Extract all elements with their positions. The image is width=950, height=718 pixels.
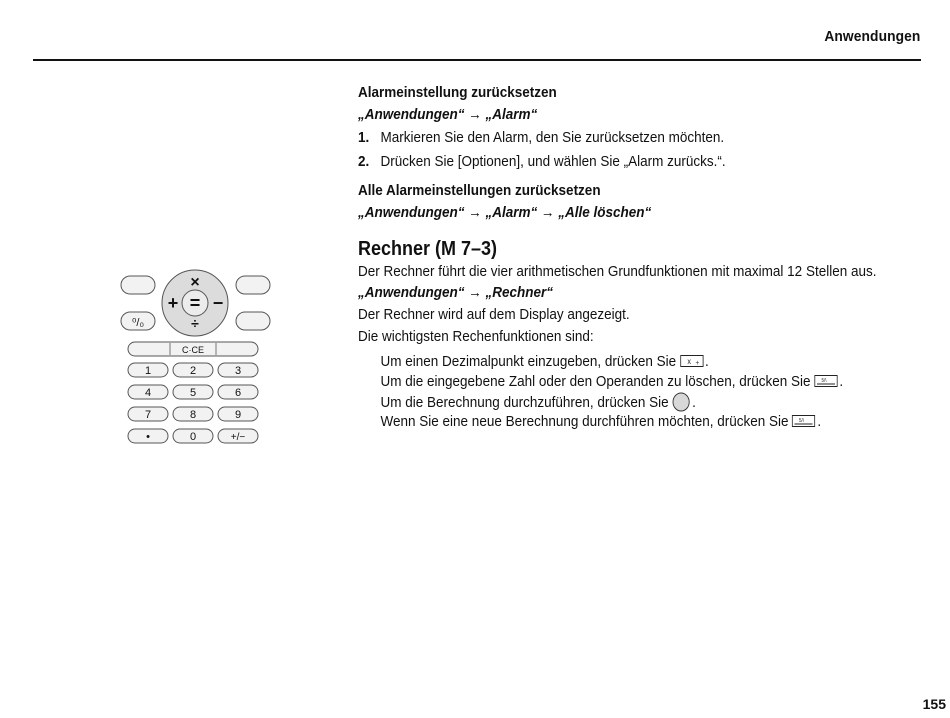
reset-alarm-step-2 [358,150,862,174]
calculator-heading: Rechner (M 7–3) [358,238,498,260]
header-title: Anwendungen [823,28,920,45]
function-text: Um die Berechnung durchzuführen, drücken Sie [380,393,669,411]
clear-softkey-icon [814,375,837,387]
step-number: 2. [358,153,370,170]
keypad-key-label: 3 [234,365,242,377]
function-text: Wenn Sie eine neue Berechnung durchführen möchten, drücken Sie [380,413,789,430]
reset-alarm-path: „Anwendungen“ → „Alarm“ [358,106,538,123]
keypad-key-label: 2 [189,365,197,377]
page-number: 155 [922,696,946,712]
function-item [358,352,862,372]
calculator-functions-intro: Die wichtigsten Rechenfunktionen sind: [358,328,594,345]
keypad-key-label: 8 [189,409,197,421]
star-key-icon [680,355,703,367]
calculator-display-note: Der Rechner wird auf dem Display angezeigt. [358,306,630,323]
reset-alarm-heading: Alarmeinstellung zurücksetzen [358,84,557,101]
keypad-key-label: +/− [230,432,246,443]
function-text: Um einen Dezimalpunkt einzugeben, drücken Sie [380,353,677,370]
keypad-key-label: 1 [144,365,152,377]
nav-center-symbol: = [189,293,201,313]
right-softkey [236,276,270,294]
step-text: Drücken Sie [Optionen], und wählen Sie „Alarm zurücks.“. [380,153,726,170]
keypad-key-label: 7 [144,409,152,421]
header-divider [33,59,921,61]
svg-text:5/\: 5/\ [799,418,805,425]
function-item [358,372,862,392]
side-key-label: ⁰/₀ [131,317,145,329]
reset-all-heading: Alle Alarmeinstellungen zurücksetzen [358,182,601,199]
nav-down-symbol: ÷ [191,315,199,331]
calculator-keypad-illustration [118,266,274,456]
step-number: 1. [358,129,370,146]
keypad-key-label: 0 [189,431,197,443]
function-end: . [839,373,844,390]
keypad-key-label: 5 [189,387,197,399]
clear-softkey-icon [792,415,815,427]
function-text: Um die eingegebene Zahl oder den Operanden zu löschen, drücken Sie [380,373,811,390]
function-item [358,392,862,412]
right-lower-key [236,312,270,330]
function-item [358,412,862,432]
calculator-intro: Der Rechner führt die vier arithmetischen Grundfunktionen mit maximal 12 Stellen aus. [358,263,877,280]
calculator-path: „Anwendungen“ → „Rechner“ [358,284,554,301]
reset-alarm-step-1 [358,126,862,150]
left-softkey [121,276,155,294]
nav-right-symbol: − [212,293,224,313]
keypad-key-label: 4 [144,387,152,399]
svg-text:5/\: 5/\ [821,378,827,385]
nav-up-symbol: × [190,274,200,291]
svg-text:x: x [686,356,691,367]
function-end: . [817,413,822,430]
function-end: . [704,353,709,370]
clear-key-label: C·CE [182,345,204,355]
reset-all-path: „Anwendungen“ → „Alarm“ → „Alle löschen“ [358,204,652,221]
function-end: . [692,393,696,411]
nav-left-symbol: + [167,293,179,313]
svg-text:+: + [695,359,699,368]
keypad-key-label: 9 [234,409,242,421]
step-text: Markieren Sie den Alarm, den Sie zurücksetzen möchten. [380,129,725,146]
keypad-key-label: 6 [234,387,242,399]
center-select-key-icon [672,392,690,412]
keypad-key-label: • [146,431,150,443]
